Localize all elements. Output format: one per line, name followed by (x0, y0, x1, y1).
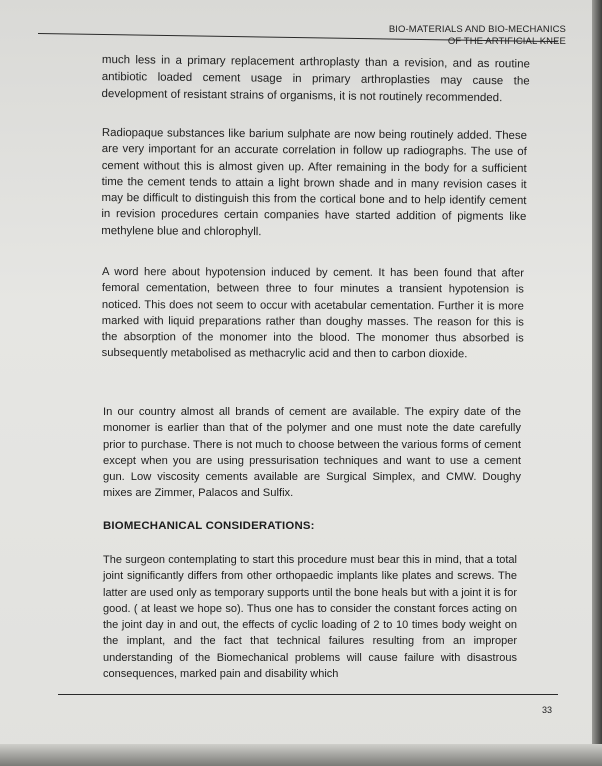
paragraph-cement-brands: In our country almost all brands of cement are available. The expiry date of the monomer is earlier than that of the polymer and one must note the date carefully prior to purchase. There is not much to choose between the various forms of cement except when you are using pressurisation techniques and want to use a cement gun. Low viscosity cements available are Surgical Simplex, and CMW. Doughy mixes are Zimmer, Palacos and Sulfix. (103, 406, 521, 500)
footer-rule (58, 694, 558, 695)
section-heading: BIOMECHANICAL CONSIDERATIONS: (103, 520, 315, 532)
paragraph-biomechanics: The surgeon contemplating to start this procedure must bear this in mind, that a total joint significantly differs from other orthopaedic implants like plates and screws. The latter are used only as temporary supports until the bone heals but with a joint it is for good. ( at least we hope so). Thus one has to consider the constant forces acting on the joint day in and out, the effects of cyclic loading of 2 to 10 times body weight on the implant, and the fact that technical failures resulting from an improper understanding of the Biomechanical problems will cause failure with disastrous consequences, marked pain and disability which (103, 554, 517, 681)
paragraph-cement-antibiotics: much less in a primary replacement arthroplasty than a revision, and as routine antibiotic loaded cement usage in primary arthroplasties may cause the development of resistant strains of organisms, it is not routinely recommended. (101, 53, 530, 104)
running-header-line-1: BIO-MATERIALS AND BIO-MECHANICS (388, 24, 566, 35)
paragraph-radiopaque-substances: Radiopaque substances like barium sulphate are now being routinely added. These are very important for an accurate correlation in follow up radiographs. The use of cement without this is almost given up. After remaining in the body for a sufficient time the cement tends to attain a light brown shade and in many revision cases it may be difficult to distinguish this from the cortical bone and to help identify cement in revision procedures certain companies have started addition of pigments like methylene blue and chlorophyll. (101, 126, 527, 238)
paragraph-hypotension: A word here about hypotension induced by cement. It has been found that after femoral cementation, between three to four minutes a transient hypotension is noticed. This does not seem to occur with acetabular cementation. Further it is more marked with liquid preparations rather than doughy masses. The reason for this is the absorption of the monomer into the blood. The monomer thus absorbed is subsequently metabolised as methacrylic acid and then to carbon dioxide. (101, 266, 524, 361)
page-bottom-shadow (0, 744, 602, 766)
page-edge-shadow (592, 0, 602, 766)
running-header-line-2: OF THE ARTIFICIAL KNEE (447, 36, 566, 47)
page-number: 33 (541, 705, 552, 715)
running-header (389, 24, 566, 48)
